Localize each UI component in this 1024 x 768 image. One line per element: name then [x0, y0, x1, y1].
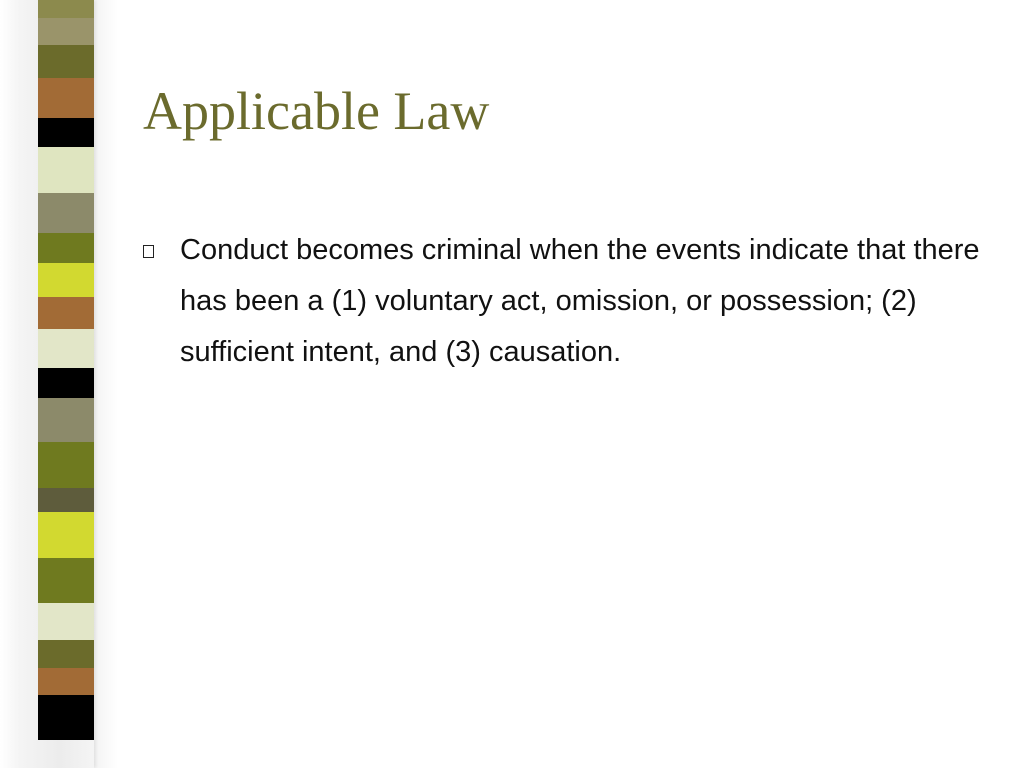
stripe-block [38, 695, 94, 740]
stripe-block [38, 558, 94, 603]
bullet-list [143, 225, 983, 378]
bullet-item [143, 225, 983, 378]
stripe-block [38, 78, 94, 118]
stripe-block [38, 0, 94, 18]
stripe-block [38, 640, 94, 668]
bullet-text: Conduct becomes criminal when the events indicate that there has been a (1) voluntary act, omission, or possession; (2) sufficient intent, and (3) causation. [180, 234, 980, 368]
stripe-block [38, 233, 94, 263]
stripe-block [38, 368, 94, 398]
stripe-column [38, 0, 94, 768]
stripe-block [38, 442, 94, 488]
stripe-block [38, 603, 94, 640]
stripe-block [38, 329, 94, 368]
stripe-block [38, 297, 94, 329]
decorative-stripe-border [0, 0, 118, 768]
stripe-block [38, 488, 94, 512]
stripe-block [38, 45, 94, 78]
stripe-block [38, 18, 94, 45]
stripe-block [38, 512, 94, 558]
stripe-block [38, 193, 94, 233]
stripe-block [38, 668, 94, 695]
stripe-block [38, 118, 94, 147]
slide-title: Applicable Law [143, 81, 490, 141]
square-bullet-icon [143, 245, 154, 258]
stripe-block [38, 147, 94, 193]
stripe-block [38, 263, 94, 297]
stripe-block [38, 398, 94, 442]
